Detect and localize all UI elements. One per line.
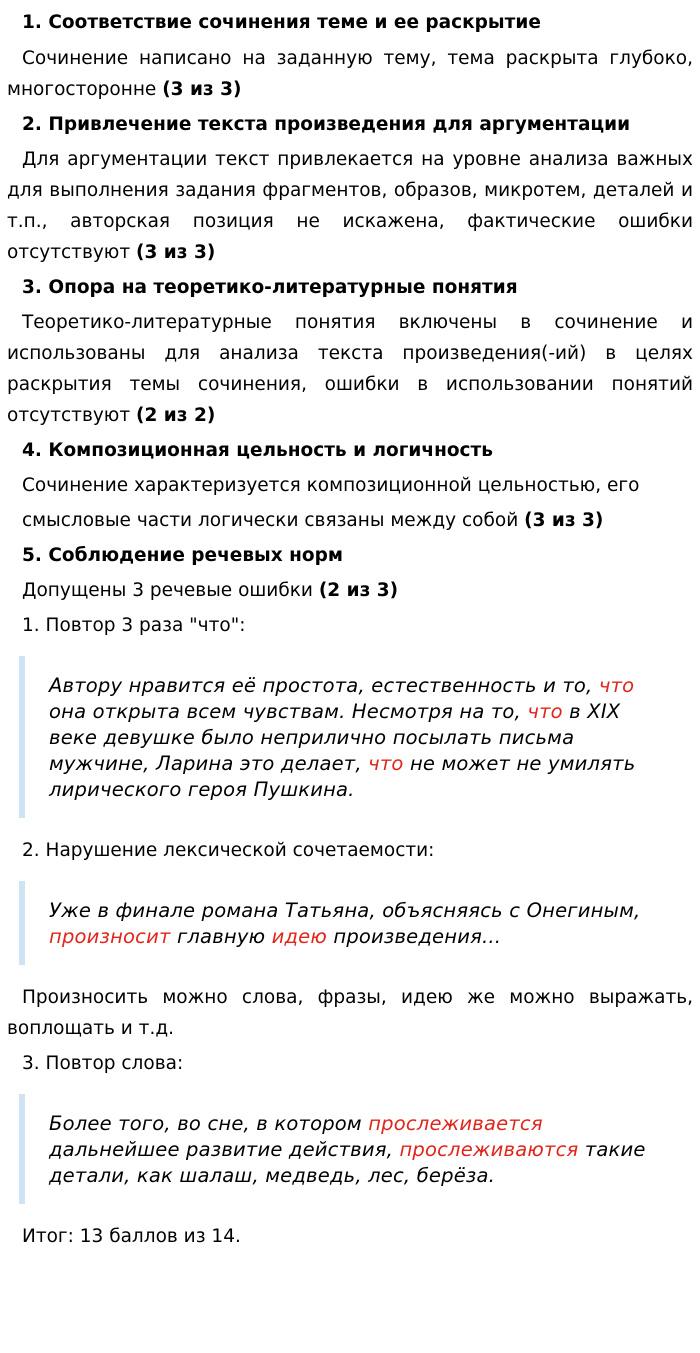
quote-segment: не может не умилять xyxy=(403,752,636,775)
criterion-4-heading: 4. Композиционная цельность и логичность xyxy=(22,440,493,461)
highlighted-error-word: что xyxy=(598,674,635,697)
criterion-1-description: Сочинение написано на заданную тему, тема раскрыта глубоко, многосторонне xyxy=(7,48,693,100)
quote-line xyxy=(49,898,659,924)
quote-segment: такие xyxy=(578,1138,646,1161)
highlighted-error-word: прослеживается xyxy=(368,1112,543,1135)
error-3-quote xyxy=(19,1094,679,1204)
criterion-1-heading: 1. Соответствие сочинения теме и ее раскрытие xyxy=(22,12,541,33)
highlighted-error-word: что xyxy=(527,700,563,723)
quote-segment: лирического героя Пушкина. xyxy=(49,778,355,801)
quote-line xyxy=(49,725,659,751)
highlighted-error-word: идею xyxy=(271,925,327,948)
quote-segment: Более того, во сне, в котором xyxy=(49,1112,369,1135)
quote-segment: мужчине, Ларина это делает, xyxy=(49,752,369,775)
criterion-2-heading: 2. Привлечение текста произведения для аргументации xyxy=(22,114,631,135)
quote-segment: главную xyxy=(170,925,272,948)
criterion-4-description: смысловые части логически связаны между собой xyxy=(22,510,519,531)
error-2-quote xyxy=(19,881,679,965)
quote-segment: веке девушке было неприлично посылать письма xyxy=(49,726,575,749)
quote-segment: Автору нравится её простота, естественность и то, xyxy=(49,674,599,697)
highlighted-error-word: что xyxy=(368,752,404,775)
error-3-quote-text xyxy=(49,1111,659,1189)
criterion-3-score: (2 из 2) xyxy=(136,405,216,426)
criterion-4-line-1: Сочинение характеризуется композиционной цельностью, его xyxy=(22,475,640,496)
quote-line xyxy=(49,1137,659,1163)
total-score: Итог: 13 баллов из 14. xyxy=(22,1226,241,1247)
highlighted-error-word: прослеживаются xyxy=(399,1138,579,1161)
criterion-3-description: Теоретико-литературные понятия включены в сочинение и использованы для анализа текста произведения(-ий) в целях раскрытия темы сочинения, ошибки в использовании понятий отсутствуют xyxy=(7,312,693,426)
highlighted-error-word: произносит xyxy=(49,925,171,948)
criterion-5-text xyxy=(22,580,398,602)
quote-segment: в XIX xyxy=(562,700,621,723)
quote-line xyxy=(49,1163,659,1189)
error-1-quote-text xyxy=(49,673,659,803)
error-1-label: 1. Повтор 3 раза "что": xyxy=(22,615,246,636)
quote-line xyxy=(49,1111,659,1137)
quote-segment: дальнейшее развитие действия, xyxy=(49,1138,400,1161)
error-3-label: 3. Повтор слова: xyxy=(22,1053,184,1074)
quote-line xyxy=(49,777,659,803)
criterion-4-score: (3 из 3) xyxy=(524,510,604,531)
quote-segment: она открыта всем чувствам. Несмотря на то, xyxy=(49,700,528,723)
criterion-2-text xyxy=(7,144,693,268)
criterion-3-text xyxy=(7,307,693,431)
quote-line xyxy=(49,751,659,777)
error-2-label: 2. Нарушение лексической сочетаемости: xyxy=(22,840,435,861)
criterion-4-line-2 xyxy=(22,510,603,532)
criterion-1-score: (3 из 3) xyxy=(162,79,242,100)
error-1-quote xyxy=(19,656,679,818)
error-2-quote-text xyxy=(49,898,659,950)
criterion-5-heading: 5. Соблюдение речевых норм xyxy=(22,545,344,566)
quote-line xyxy=(49,699,659,725)
quote-segment: Уже в финале романа Татьяна, объясняясь с Онегиным, xyxy=(49,899,641,922)
criterion-1-text xyxy=(7,43,693,105)
error-2-comment: Произносить можно слова, фразы, идею же можно выражать, воплощать и т.д. xyxy=(7,987,693,1039)
quote-line xyxy=(49,673,659,699)
quote-segment: детали, как шалаш, медведь, лес, берёза. xyxy=(49,1164,496,1187)
criterion-5-description: Допущены 3 речевые ошибки xyxy=(22,580,313,601)
criterion-5-score: (2 из 3) xyxy=(318,580,399,601)
quote-line xyxy=(49,924,659,950)
criterion-3-heading: 3. Опора на теоретико-литературные понятия xyxy=(22,277,518,298)
quote-segment: произведения... xyxy=(326,925,502,948)
criterion-2-score: (3 из 3) xyxy=(136,242,216,263)
criterion-2-description: Для аргументации текст привлекается на уровне анализа важных для выполнения задания фрагментов, образов, микротем, деталей и т.п., авторская позиция не искажена, фактические ошибки отсутствуют xyxy=(7,149,693,263)
